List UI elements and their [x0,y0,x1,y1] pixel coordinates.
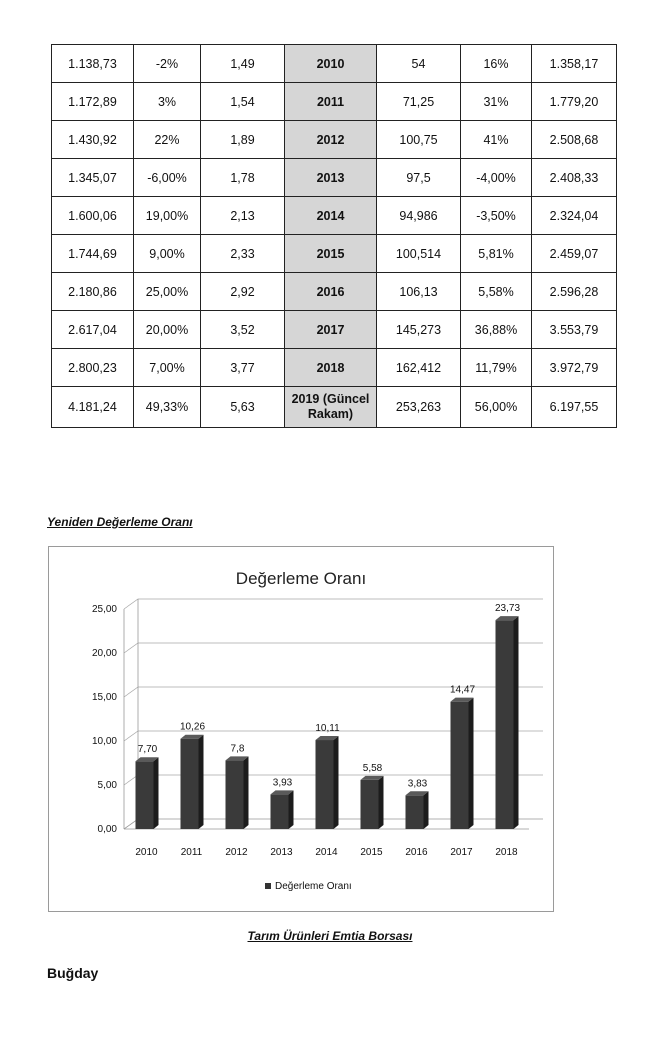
x-tick-label: 2010 [135,847,158,858]
data-label: 7,8 [230,743,245,755]
y-tick-label: 10,00 [91,736,117,747]
valuation-bar-chart [49,547,553,911]
table-cell: 20,00% [134,311,201,349]
table-row [52,349,617,387]
table-cell: 3,52 [201,311,285,349]
table-cell: 1,89 [201,121,285,159]
table-cell: 1.138,73 [52,45,134,83]
chart-bars [136,603,521,829]
y-tick-label: 0,00 [97,824,117,835]
table-cell: 1.172,89 [52,83,134,121]
table-cell: 1,78 [201,159,285,197]
x-tick-label: 2016 [405,847,428,858]
bar-front [496,620,514,829]
year-cell: 2010 [285,45,377,83]
bar-front [451,702,469,829]
year-cell: 2012 [285,121,377,159]
table-body [52,45,617,387]
table-cell: 94,986 [377,197,461,235]
table-cell: 31% [461,83,532,121]
x-tick-label: 2017 [450,847,473,858]
figure-caption: Tarım Ürünleri Emtia Borsası [247,929,413,943]
table-cell: 1.600,06 [52,197,134,235]
table-cell: 49,33% [134,387,201,428]
table-cell: 3.972,79 [532,349,617,387]
table-cell: 11,79% [461,349,532,387]
y-tick-label: 25,00 [91,604,117,615]
table-cell: -2% [134,45,201,83]
bar-side [244,756,249,829]
bar-side [199,735,204,829]
data-label: 5,58 [362,762,383,774]
table-cell: 1.345,07 [52,159,134,197]
table-row-2019 [52,387,617,428]
y-tick-label: 5,00 [97,780,117,791]
table-cell: 106,13 [377,273,461,311]
bar-2010 [136,757,159,829]
bar-side [379,776,384,829]
chart-title: Değerleme Oranı [235,569,367,588]
table-cell: 36,88% [461,311,532,349]
table-row [52,159,617,197]
x-tick-label: 2013 [270,847,293,858]
bar-side [154,757,159,829]
bar-2015 [361,776,384,829]
year-cell: 2014 [285,197,377,235]
y-tick-label: 15,00 [91,692,117,703]
year-cell-line1: 2019 (Güncel [291,392,370,406]
table-row [52,235,617,273]
x-tick-label: 2011 [180,847,203,858]
year-cell: 2015 [285,235,377,273]
data-label: 10,11 [315,723,340,735]
bar-front [226,760,244,829]
table-row [52,45,617,83]
bar-side [289,790,294,829]
table-cell: 2,92 [201,273,285,311]
legend-label: Değerleme Oranı [275,881,352,892]
section-heading: Yeniden Değerleme Oranı [47,515,193,529]
year-cell [285,387,377,428]
bar-2012 [226,756,249,829]
table-cell: 22% [134,121,201,159]
year-cell: 2013 [285,159,377,197]
table-cell: 54 [377,45,461,83]
data-label: 3,83 [407,778,428,790]
table-cell: 145,273 [377,311,461,349]
bar-2011 [181,735,204,829]
table-row [52,121,617,159]
table-cell: 97,5 [377,159,461,197]
table-cell: 2.617,04 [52,311,134,349]
table-cell: 2.324,04 [532,197,617,235]
year-cell-line2: Rakam) [307,407,354,421]
bar-2014 [316,736,339,829]
next-section-heading: Buğday [47,965,99,981]
table-cell: 5,58% [461,273,532,311]
data-label: 3,93 [272,777,293,789]
table-cell: 5,81% [461,235,532,273]
data-label: 23,73 [494,603,521,615]
table-cell: 2.180,86 [52,273,134,311]
year-cell: 2018 [285,349,377,387]
table-cell: 41% [461,121,532,159]
bar-2016 [406,791,429,829]
table-cell: 1.358,17 [532,45,617,83]
year-cell: 2017 [285,311,377,349]
table-cell: 71,25 [377,83,461,121]
table-cell: -3,50% [461,197,532,235]
table-cell: 100,75 [377,121,461,159]
bar-front [271,794,289,829]
bar-front [181,739,199,829]
table-cell: 7,00% [134,349,201,387]
table-row [52,83,617,121]
y-tick-label: 20,00 [91,648,117,659]
table-cell: 4.181,24 [52,387,134,428]
table-cell: 1.744,69 [52,235,134,273]
data-label: 14,47 [449,684,476,696]
table-cell: 3,77 [201,349,285,387]
table-cell: 5,63 [201,387,285,428]
table-cell: 9,00% [134,235,201,273]
year-cell: 2016 [285,273,377,311]
table-cell: 2.508,68 [532,121,617,159]
bar-side [514,616,519,829]
gridline [124,684,543,697]
table-cell: 253,263 [377,387,461,428]
year-cell: 2011 [285,83,377,121]
table-cell: 2.459,07 [532,235,617,273]
chart-frame [48,546,554,912]
legend-swatch [265,883,271,889]
table-cell: 3.553,79 [532,311,617,349]
bar-front [316,740,334,829]
gridline [124,643,543,653]
bar-2018 [496,616,519,829]
table-cell: 25,00% [134,273,201,311]
bar-side [334,736,339,829]
table-cell: 2,13 [201,197,285,235]
table-cell: 2.408,33 [532,159,617,197]
table-row [52,197,617,235]
table-cell: 16% [461,45,532,83]
table-cell: 56,00% [461,387,532,428]
gridline [124,599,543,609]
table-row [52,273,617,311]
table-cell: 1.779,20 [532,83,617,121]
x-tick-label: 2018 [495,847,518,858]
bar-side [424,791,429,829]
x-tick-label: 2015 [360,847,383,858]
table-cell: 1.430,92 [52,121,134,159]
bar-front [361,780,379,829]
bar-2013 [271,790,294,829]
bar-side [469,698,474,829]
data-label: 7,70 [137,744,158,756]
bar-front [136,761,154,829]
bar-2017 [451,698,474,829]
x-tick-label: 2014 [315,847,338,858]
table-cell: 3% [134,83,201,121]
table-cell: -4,00% [461,159,532,197]
table-cell: 2.800,23 [52,349,134,387]
table-cell: 19,00% [134,197,201,235]
table-cell: 100,514 [377,235,461,273]
table-cell: 1,49 [201,45,285,83]
table-cell: 162,412 [377,349,461,387]
table-cell: -6,00% [134,159,201,197]
data-label: 10,26 [179,721,206,733]
table-cell: 6.197,55 [532,387,617,428]
table-row [52,311,617,349]
table-cell: 2.596,28 [532,273,617,311]
table-cell: 2,33 [201,235,285,273]
revaluation-table [51,44,617,428]
table-cell: 1,54 [201,83,285,121]
bar-front [406,795,424,829]
chart-legend [265,881,352,892]
x-tick-label: 2012 [225,847,248,858]
